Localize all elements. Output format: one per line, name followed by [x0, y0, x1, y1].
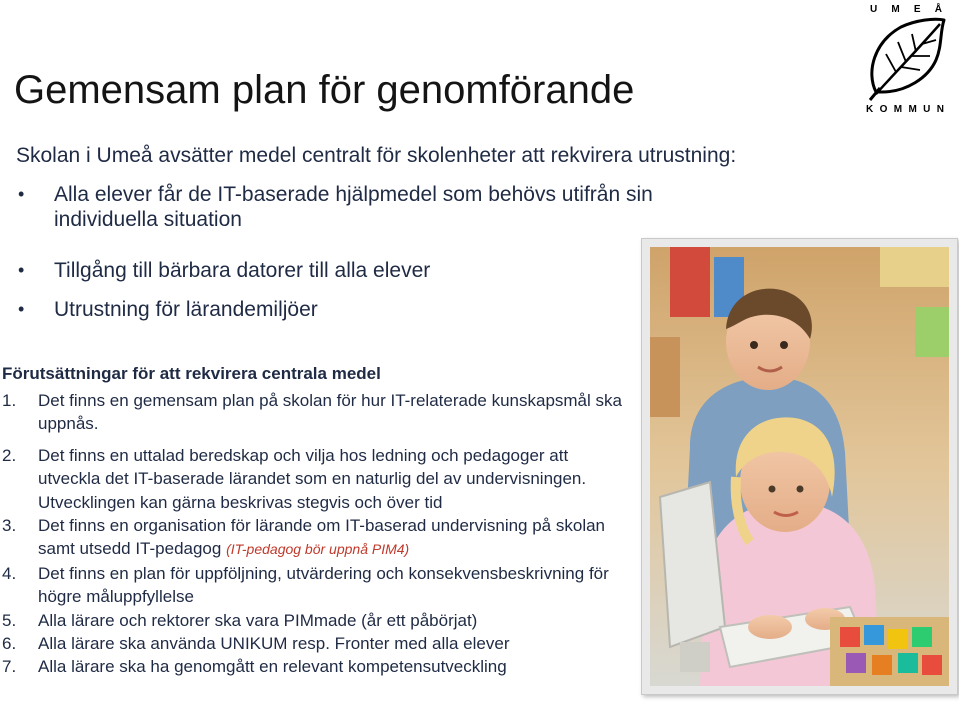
section-heading: Förutsättningar för att rekvirera centrala medel: [2, 364, 381, 383]
umea-kommun-logo: [856, 2, 956, 120]
logo-letter: K: [866, 104, 874, 115]
item-text: Det finns en gemensam plan på skolan för hur IT-relaterade kunskapsmål ska uppnås.: [38, 391, 622, 434]
bullet-item: [18, 258, 738, 283]
item-number: 3.: [2, 516, 17, 536]
item-number: 7.: [2, 657, 17, 677]
item-note: (IT-pedagog bör uppnå PIM4): [226, 541, 410, 558]
numbered-item: [2, 609, 627, 632]
bullet-item: [18, 182, 738, 232]
bullet-dot-icon: •: [18, 299, 25, 319]
logo-letter: E: [913, 4, 921, 15]
logo-letter: N: [936, 104, 944, 115]
numbered-list: [2, 389, 627, 679]
item-number: 2.: [2, 445, 17, 465]
logo-letter: M: [891, 4, 900, 15]
bullet-dot-icon: •: [18, 184, 25, 204]
logo-letter: M: [908, 104, 917, 115]
item-number: 5.: [2, 610, 17, 630]
photo-frame: [641, 238, 958, 695]
children-at-computer-photo: [650, 247, 949, 686]
item-text: Det finns en plan för uppföljning, utvärdering och konsekvensbeskrivning för högre måluppfyllelse: [38, 563, 609, 607]
item-text: Alla lärare ska använda UNIKUM resp. Fronter med alla elever: [38, 634, 510, 654]
numbered-item: [2, 444, 627, 514]
item-number: 1.: [2, 391, 17, 410]
logo-letter: U: [923, 104, 931, 115]
item-text: Det finns en uttalad beredskap och vilja hos ledning och pedagoger att utveckla det IT-baserade lärandet som en naturlig del av undervisningen. Utvecklingen kan gärna beskrivas stegvis och över tid: [38, 445, 587, 512]
item-number: 4.: [2, 563, 17, 583]
logo-top-text: [856, 4, 942, 15]
logo-letter: M: [893, 104, 903, 115]
bullet-item: [18, 297, 738, 322]
bullet-text: Tillgång till bärbara datorer till alla elever: [54, 259, 431, 282]
item-text: Det finns en organisation för lärande om IT-baserad undervisning på skolan samt utsedd IT-pedagog: [38, 516, 606, 559]
logo-letter: O: [879, 104, 888, 115]
photo-illustration: [650, 247, 949, 686]
bullet-dot-icon: •: [18, 260, 25, 280]
bullet-text: Alla elever får de IT-baserade hjälpmedel som behövs utifrån sin individuella situation: [54, 183, 653, 231]
item-number: 6.: [2, 634, 17, 654]
numbered-item: [2, 389, 627, 436]
numbered-item: [2, 514, 627, 562]
numbered-item: [2, 562, 627, 609]
intro-text: Skolan i Umeå avsätter medel centralt för skolenheter att rekvirera utrustning:: [16, 144, 737, 167]
logo-letter: U: [870, 4, 878, 15]
logo-bottom-text: [856, 104, 944, 115]
item-text: Alla lärare och rektorer ska vara PIMmade (år ett påbörjat): [38, 610, 478, 630]
item-text: Alla lärare ska ha genomgått en relevant kompetensutveckling: [38, 657, 507, 677]
birch-leaf-icon: [856, 2, 956, 120]
numbered-item: [2, 655, 627, 678]
page-title: Gemensam plan för genomförande: [14, 68, 635, 112]
bullet-text: Utrustning för lärandemiljöer: [54, 298, 318, 321]
numbered-item: [2, 632, 627, 655]
bullet-list: [18, 182, 738, 322]
logo-letter: Å: [934, 4, 942, 15]
